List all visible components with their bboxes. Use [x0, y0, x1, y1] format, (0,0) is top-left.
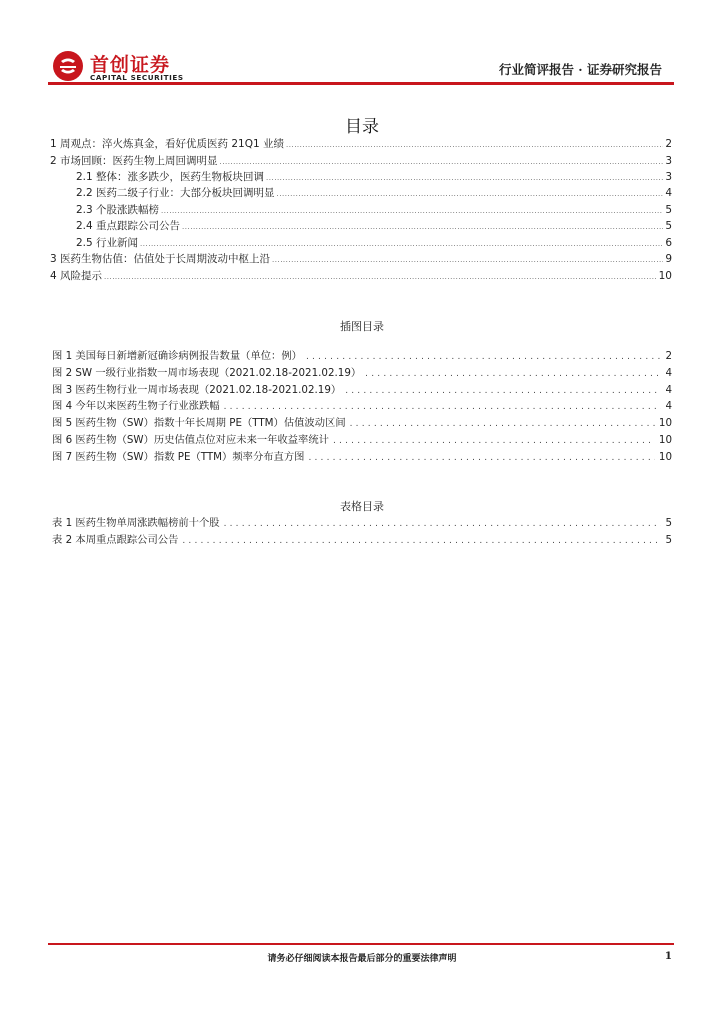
- leader-dots: [308, 453, 654, 463]
- tables-list-title: 表格目录: [340, 500, 384, 513]
- logo-chinese-name: 首创证券: [90, 54, 171, 76]
- toc-entry[interactable]: 1 周观点：淬火炼真金，看好优质医药 21Q1 业绩 ..... 2: [50, 136, 672, 153]
- figure-entry[interactable]: 图 7 医药生物（SW）指数 PE（TTM）频率分布直方图 ..... 10: [52, 448, 672, 465]
- footer-divider: [48, 943, 674, 945]
- toc-entry[interactable]: 2.3 个股涨跌幅榜 ..... 5: [76, 202, 672, 219]
- leader-dots: [224, 519, 662, 529]
- figure-page-number: 10: [658, 417, 672, 429]
- header-divider: [48, 82, 674, 85]
- toc-entry[interactable]: 2.2 医药二级子行业：大部分板块回调明显 ..... 4: [76, 185, 672, 202]
- report-type-label: 行业简评报告 · 证券研究报告: [498, 62, 662, 77]
- leader-dots: [272, 256, 663, 264]
- toc-page-number: 4: [665, 187, 672, 199]
- figure-page-number: 10: [658, 434, 672, 446]
- leader-dots: [140, 240, 663, 248]
- leader-dots: [161, 207, 663, 215]
- toc-page-number: 9: [665, 253, 672, 265]
- leader-dots: [182, 223, 663, 231]
- figure-page-number: 4: [665, 384, 672, 396]
- leader-dots: [306, 352, 662, 362]
- figure-entry[interactable]: 图 5 医药生物（SW）指数十年长周期 PE（TTM）估值波动区间 ..... 10: [52, 414, 672, 431]
- leader-dots: [286, 141, 663, 149]
- figure-entry[interactable]: 图 6 医药生物（SW）历史估值点位对应未来一年收益率统计 ..... 10: [52, 431, 672, 448]
- toc-page-number: 3: [665, 171, 672, 183]
- figure-page-number: 4: [665, 400, 672, 412]
- leader-dots: [182, 536, 661, 546]
- toc-entry[interactable]: 4 风险提示 ..... 10: [50, 268, 672, 285]
- figure-page-number: 2: [665, 350, 672, 362]
- figure-entry[interactable]: 图 1 美国每日新增新冠确诊病例报告数量（单位：例） ..... 2: [52, 347, 672, 364]
- leader-dots: [350, 419, 655, 429]
- toc-entry[interactable]: 2.1 整体：涨多跌少，医药生物板块回调 ..... 3: [76, 169, 672, 186]
- leader-dots: [224, 402, 662, 412]
- toc-page-number: 6: [665, 237, 672, 249]
- toc-page-number: 3: [665, 155, 672, 167]
- page-header: [48, 44, 674, 86]
- leader-dots: [104, 273, 657, 281]
- figure-entry[interactable]: 图 3 医药生物行业一周市场表现（2021.02.18-2021.02.19） ..... 4: [52, 381, 672, 398]
- table-page-number: 5: [665, 534, 672, 546]
- toc-entry[interactable]: 2 市场回顾：医药生物上周回调明显 ..... 3: [50, 153, 672, 170]
- logo-english-name: CAPITAL SECURITIES: [90, 73, 184, 82]
- toc-page-number: 5: [665, 204, 672, 216]
- toc-entry[interactable]: 3 医药生物估值：估值处于长周期波动中枢上沿 ..... 9: [50, 251, 672, 268]
- toc-page-number: 10: [658, 270, 672, 282]
- table-page-number: 5: [665, 517, 672, 529]
- leader-dots: [277, 190, 664, 198]
- figure-page-number: 4: [665, 367, 672, 379]
- figure-entry[interactable]: 图 4 今年以来医药生物子行业涨跌幅 ..... 4: [52, 397, 672, 414]
- table-entry[interactable]: 表 1 医药生物单周涨跌幅榜前十个股 ..... 5: [52, 514, 672, 531]
- figure-page-number: 10: [658, 451, 672, 463]
- leader-dots: [266, 174, 663, 182]
- figure-entry[interactable]: 图 2 SW 一级行业指数一周市场表现（2021.02.18-2021.02.19） ..... 4: [52, 364, 672, 381]
- toc-title: 目录: [345, 117, 379, 137]
- leader-dots: [220, 158, 664, 166]
- toc-page-number: 2: [665, 138, 672, 150]
- page-number: 1: [664, 950, 672, 962]
- capital-securities-logo-icon: [52, 50, 84, 82]
- toc-entry[interactable]: 2.4 重点跟踪公司公告 ..... 5: [76, 218, 672, 235]
- toc-entry[interactable]: 2.5 行业新闻 ..... 6: [76, 235, 672, 252]
- legal-disclaimer-note: 请务必仔细阅读本报告最后部分的重要法律声明: [267, 954, 457, 964]
- leader-dots: [365, 369, 661, 379]
- leader-dots: [345, 386, 661, 396]
- figures-list-title: 插图目录: [340, 320, 384, 333]
- toc-page-number: 5: [665, 220, 672, 232]
- leader-dots: [333, 436, 655, 446]
- table-entry[interactable]: 表 2 本周重点跟踪公司公告 ..... 5: [52, 531, 672, 548]
